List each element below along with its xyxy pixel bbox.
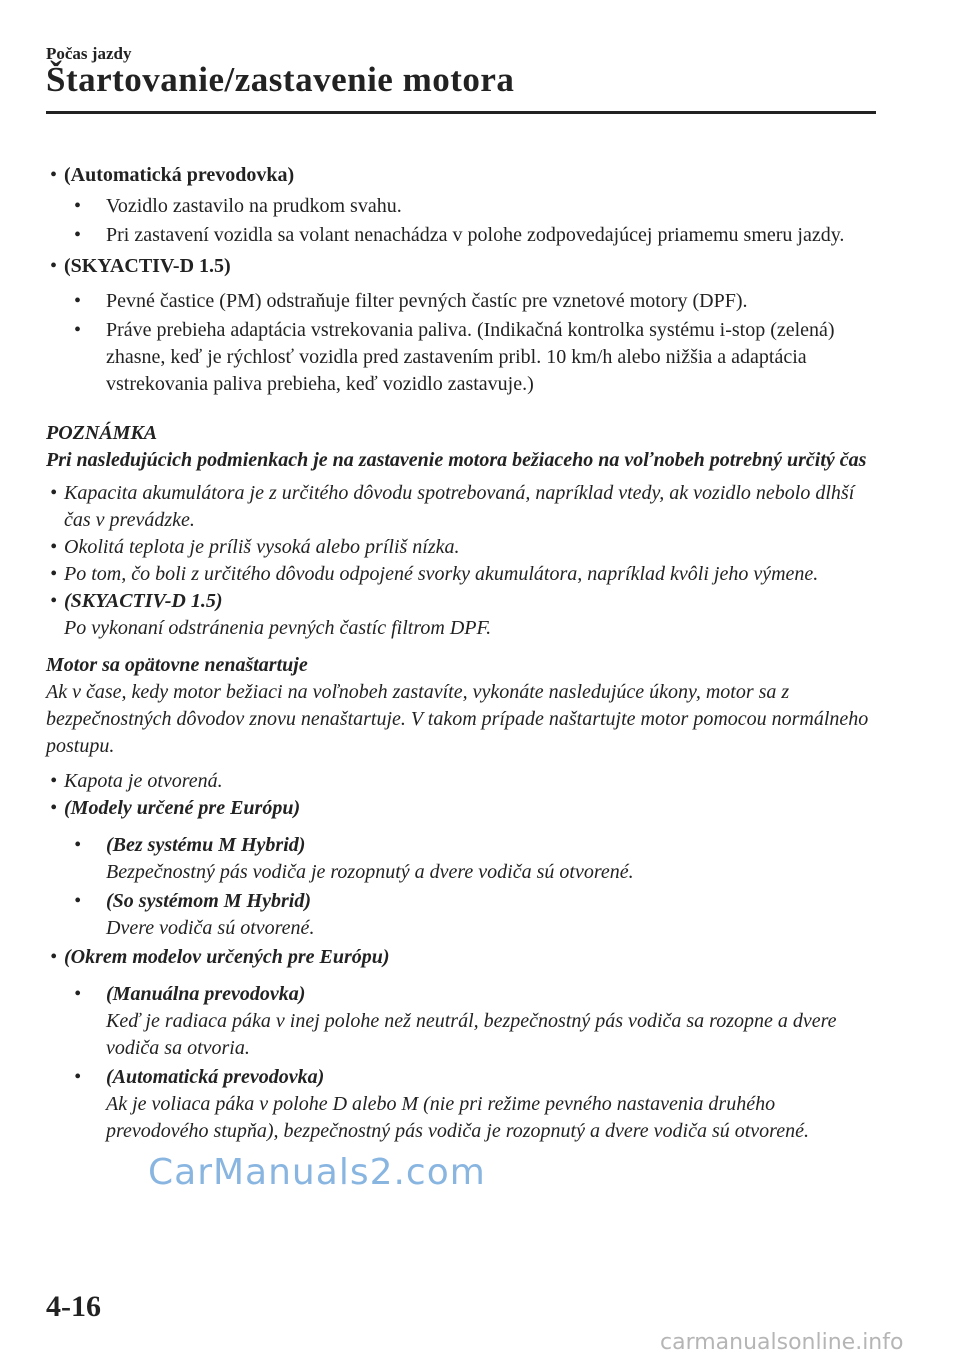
- bullet: •: [50, 590, 58, 612]
- list-item-text: Okolitá teplota je príliš vysoká alebo príliš nízka.: [64, 536, 460, 558]
- restart-intro: Ak v čase, kedy motor bežiaci na voľnobeh zastavíte, vykonáte nasledujúce úkony, motor sa z bezpečnostných dôvodov znovu nenaštartuje. V takom prípade naštartujte motor pomocou normálneho postupu.: [46, 681, 869, 757]
- bullet: •: [50, 563, 58, 585]
- watermark-logo: CarManuals2.com: [148, 1152, 486, 1193]
- block-heading: (SKYACTIV-D 1.5): [64, 255, 231, 277]
- list-item-text: Dvere vodiča sú otvorené.: [106, 917, 315, 939]
- footer-watermark: carmanualsonline.info: [660, 1330, 904, 1355]
- block-heading: (Automatická prevodovka): [64, 164, 295, 186]
- section-label: Počas jazdy: [46, 44, 132, 63]
- list-item-text: Kapota je otvorená.: [64, 770, 223, 792]
- list-item: [46, 888, 876, 942]
- bullet: •: [74, 290, 82, 312]
- bullet: •: [74, 834, 82, 856]
- list-item-text: Vozidlo zastavilo na prudkom svahu.: [106, 195, 402, 217]
- list-item: [46, 253, 876, 280]
- list-item: [46, 222, 876, 249]
- list-item: [46, 288, 876, 315]
- list-item-text: Po vykonaní odstránenia pevných častíc filtrom DPF.: [64, 617, 492, 639]
- title-divider: [46, 111, 876, 114]
- list-item-heading: (Modely určené pre Európu): [64, 797, 301, 819]
- list-item-text: Po tom, čo boli z určitého dôvodu odpojené svorky akumulátora, napríklad kvôli jeho výmene.: [64, 563, 819, 585]
- list-item-text: Bezpečnostný pás vodiča je rozopnutý a dvere vodiča sú otvorené.: [106, 861, 634, 883]
- list-item: [46, 534, 876, 561]
- bullet: •: [74, 983, 82, 1005]
- note-label: POZNÁMKA: [46, 422, 158, 444]
- list-item-text: Kapacita akumulátora je z určitého dôvodu spotrebovaná, napríklad vtedy, ak vozidlo nebolo dlhší čas v prevádzke.: [64, 482, 855, 531]
- list-item: [46, 832, 876, 886]
- list-item-text: Práve prebieha adaptácia vstrekovania paliva. (Indikačná kontrolka systému i-stop (zelená) zhasne, keď je rýchlosť vozidla pred zastavením pribl. 10 km/h alebo nižšia a adaptácia vstrekovania paliva prebieha, keď vozidlo zastavuje.): [106, 319, 835, 395]
- list-item-text: Pri zastavení vozidla sa volant nenachádza v polohe zodpovedajúcej priamemu smeru jazdy.: [106, 224, 845, 246]
- list-item: [46, 588, 876, 642]
- list-item-heading: (SKYACTIV-D 1.5): [64, 590, 223, 612]
- bullet: •: [50, 255, 58, 277]
- note-heading: Pri nasledujúcich podmienkach je na zastavenie motora bežiaceho na voľnobeh potrebný určitý čas: [46, 449, 867, 471]
- restart-heading: Motor sa opätovne nenaštartuje: [46, 654, 308, 676]
- list-item: [46, 795, 876, 822]
- list-item-text: Ak je voliaca páka v polohe D alebo M (nie pri režime pevného nastavenia druhého prevodového stupňa), bezpečnostný pás vodiča je rozopnutý a dvere vodiča sú otvorené.: [106, 1093, 809, 1142]
- list-item: [46, 561, 876, 588]
- bullet: •: [50, 164, 58, 186]
- list-item-text: Pevné častice (PM) odstraňuje filter pevných častíc pre vznetové motory (DPF).: [106, 290, 748, 312]
- bullet: •: [50, 770, 58, 792]
- list-item: [46, 193, 876, 220]
- page-title: Štartovanie/zastavenie motora: [46, 60, 515, 99]
- list-item: [46, 317, 876, 398]
- bullet: •: [50, 797, 58, 819]
- list-item: [46, 981, 876, 1062]
- bullet: •: [50, 946, 58, 968]
- bullet: •: [74, 1066, 82, 1088]
- list-item-heading: (So systémom M Hybrid): [106, 890, 311, 912]
- bullet: •: [50, 536, 58, 558]
- page-number: 4-16: [46, 1290, 101, 1323]
- list-item: [46, 480, 876, 534]
- bullet: •: [74, 890, 82, 912]
- bullet: •: [74, 224, 82, 246]
- list-item: [46, 944, 876, 971]
- list-item: [46, 768, 876, 795]
- list-item: [46, 1064, 876, 1145]
- list-item-text: Keď je radiaca páka v inej polohe než neutrál, bezpečnostný pás vodiča sa rozopne a dvere vodiča sa otvoria.: [106, 1010, 837, 1059]
- list-item: [46, 162, 876, 189]
- bullet: •: [50, 482, 58, 504]
- bullet: •: [74, 319, 82, 341]
- bullet: •: [74, 195, 82, 217]
- list-item-heading: (Manuálna prevodovka): [106, 983, 306, 1005]
- main-content: [46, 162, 876, 1145]
- list-item-heading: (Bez systému M Hybrid): [106, 834, 306, 856]
- list-item-heading: (Automatická prevodovka): [106, 1066, 325, 1088]
- list-item-heading: (Okrem modelov určených pre Európu): [64, 946, 390, 968]
